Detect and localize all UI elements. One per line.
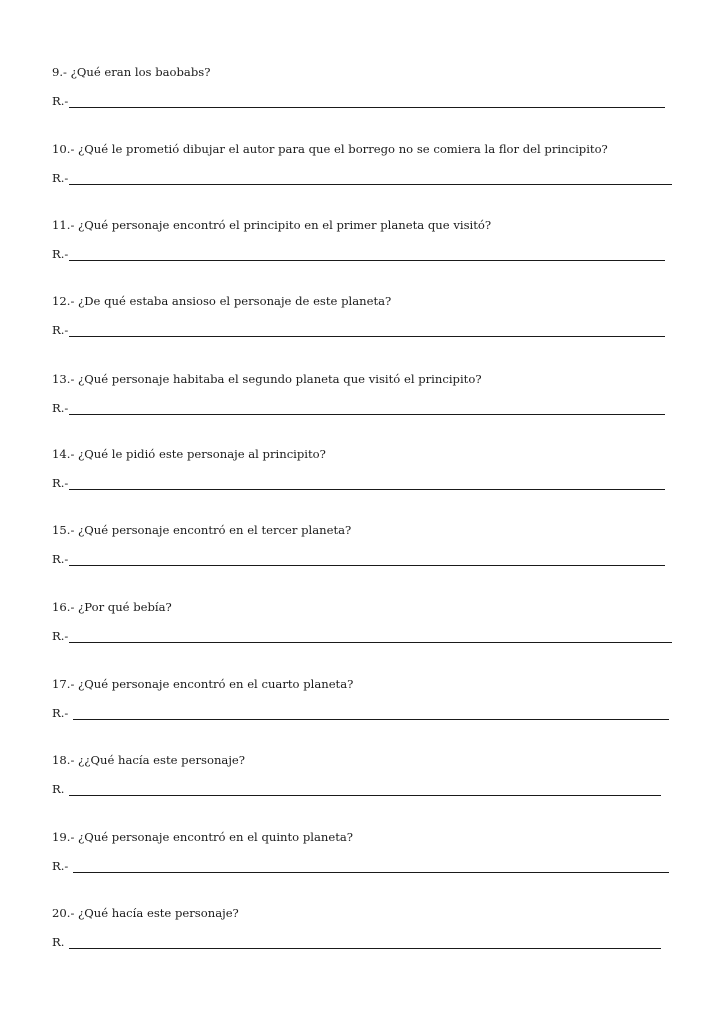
question-text: 16.- ¿Por qué bebía? xyxy=(52,600,172,614)
answer-row xyxy=(52,171,692,185)
answer-prefix: R.- xyxy=(52,94,69,108)
answer-line[interactable] xyxy=(69,784,661,796)
answer-row xyxy=(52,706,692,720)
answer-row xyxy=(52,323,692,337)
answer-row xyxy=(52,94,692,108)
question-item-16 xyxy=(52,600,692,643)
question-item-11 xyxy=(52,218,692,261)
answer-row xyxy=(52,247,692,261)
answer-line[interactable] xyxy=(69,403,665,415)
question-item-14 xyxy=(52,447,692,490)
question-item-13 xyxy=(52,372,692,415)
question-item-20 xyxy=(52,906,692,949)
question-item-10 xyxy=(52,142,692,185)
answer-line[interactable] xyxy=(69,631,672,643)
question-item-12 xyxy=(52,294,692,337)
question-item-15 xyxy=(52,523,692,566)
question-item-18 xyxy=(52,753,692,796)
answer-row xyxy=(52,935,692,949)
answer-line[interactable] xyxy=(69,478,665,490)
answer-line[interactable] xyxy=(69,249,665,261)
answer-line[interactable] xyxy=(69,937,661,949)
question-item-19 xyxy=(52,830,692,873)
answer-line[interactable] xyxy=(73,708,669,720)
question-text: 15.- ¿Qué personaje encontró en el tercer planeta? xyxy=(52,523,352,537)
question-text: 18.- ¿¿Qué hacía este personaje? xyxy=(52,753,245,767)
answer-prefix: R.- xyxy=(52,552,69,566)
answer-row xyxy=(52,782,692,796)
answer-row xyxy=(52,629,692,643)
question-text: 12.- ¿De qué estaba ansioso el personaje de este planeta? xyxy=(52,294,392,308)
answer-prefix: R. xyxy=(52,935,69,949)
answer-row xyxy=(52,859,692,873)
answer-row xyxy=(52,552,692,566)
question-text: 20.- ¿Qué hacía este personaje? xyxy=(52,906,239,920)
question-text: 11.- ¿Qué personaje encontró el principito en el primer planeta que visitó? xyxy=(52,218,492,232)
question-text: 13.- ¿Qué personaje habitaba el segundo planeta que visitó el principito? xyxy=(52,372,482,386)
answer-line[interactable] xyxy=(69,173,672,185)
answer-line[interactable] xyxy=(69,325,665,337)
answer-line[interactable] xyxy=(73,861,669,873)
question-text: 9.- ¿Qué eran los baobabs? xyxy=(52,65,211,79)
answer-row xyxy=(52,476,692,490)
question-text: 10.- ¿Qué le prometió dibujar el autor para que el borrego no se comiera la flor del principito? xyxy=(52,142,608,156)
answer-row xyxy=(52,401,692,415)
answer-prefix: R.- xyxy=(52,171,69,185)
answer-prefix: R.- xyxy=(52,706,73,720)
answer-prefix: R.- xyxy=(52,859,73,873)
answer-line[interactable] xyxy=(69,554,665,566)
question-text: 17.- ¿Qué personaje encontró en el cuarto planeta? xyxy=(52,677,354,691)
question-text: 14.- ¿Qué le pidió este personaje al principito? xyxy=(52,447,326,461)
question-item-9 xyxy=(52,65,692,108)
answer-prefix: R.- xyxy=(52,629,69,643)
answer-prefix: R.- xyxy=(52,247,69,261)
question-item-17 xyxy=(52,677,692,720)
answer-prefix: R.- xyxy=(52,323,69,337)
answer-prefix: R.- xyxy=(52,401,69,415)
question-text: 19.- ¿Qué personaje encontró en el quinto planeta? xyxy=(52,830,353,844)
answer-line[interactable] xyxy=(69,96,665,108)
answer-prefix: R.- xyxy=(52,476,69,490)
answer-prefix: R. xyxy=(52,782,69,796)
